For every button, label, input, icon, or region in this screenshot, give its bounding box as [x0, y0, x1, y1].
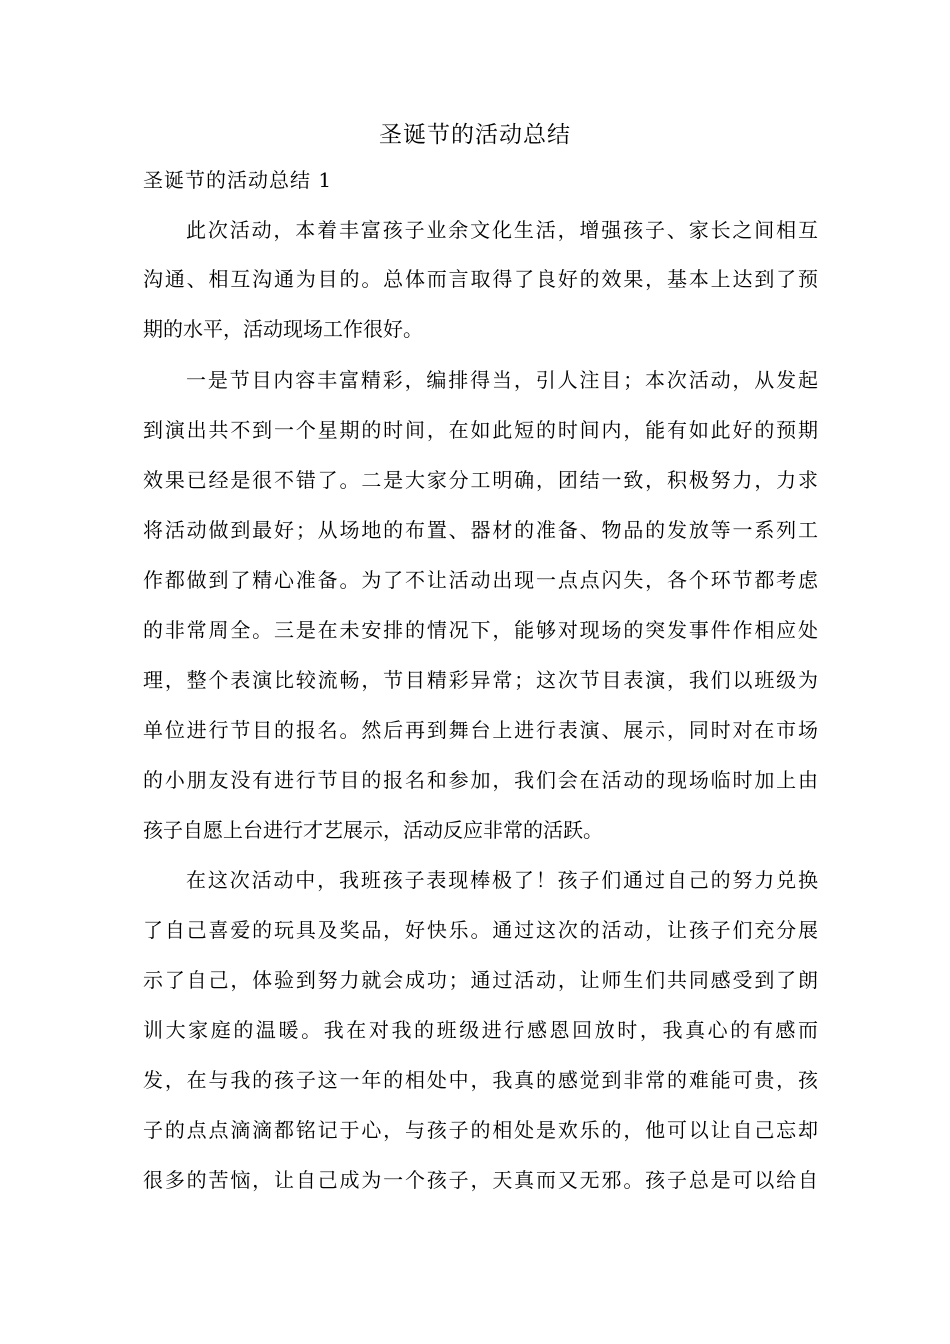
document-title: 圣诞节的活动总结	[379, 122, 571, 148]
section-heading: 圣诞节的活动总结 1	[143, 168, 333, 192]
paragraph-line: 作都做到了精心准备。为了不让活动出现一点点闪失，各个环节都考虑	[143, 568, 818, 592]
paragraph-line: 单位进行节目的报名。然后再到舞台上进行表演、展示，同时对在市场	[143, 718, 818, 742]
paragraph-line: 期的水平，活动现场工作很好。	[143, 317, 423, 341]
paragraph-line: 了自己喜爱的玩具及奖品，好快乐。通过这次的活动，让孩子们充分展	[143, 918, 818, 942]
paragraph-line: 在这次活动中，我班孩子表现棒极了！孩子们通过自己的努力兑换	[186, 868, 818, 892]
paragraph-line: 训大家庭的温暖。我在对我的班级进行感恩回放时，我真心的有感而	[143, 1018, 818, 1042]
paragraph-line: 的小朋友没有进行节目的报名和参加，我们会在活动的现场临时加上由	[143, 768, 818, 792]
paragraph-line: 孩子自愿上台进行才艺展示，活动反应非常的活跃。	[143, 818, 603, 842]
paragraph-line: 此次活动，本着丰富孩子业余文化生活，增强孩子、家长之间相互	[186, 218, 818, 242]
paragraph-line: 一是节目内容丰富精彩，编排得当，引人注目；本次活动，从发起	[186, 368, 818, 392]
paragraph-line: 的非常周全。三是在未安排的情况下，能够对现场的突发事件作相应处	[143, 618, 818, 642]
paragraph-line: 沟通、相互沟通为目的。总体而言取得了良好的效果，基本上达到了预	[143, 267, 818, 291]
paragraph-line: 发，在与我的孩子这一年的相处中，我真的感觉到非常的难能可贵，孩	[143, 1068, 818, 1092]
paragraph-line: 示了自己，体验到努力就会成功；通过活动，让师生们共同感受到了朗	[143, 968, 818, 992]
paragraph-line: 到演出共不到一个星期的时间，在如此短的时间内，能有如此好的预期	[143, 418, 818, 442]
paragraph-line: 效果已经是很不错了。二是大家分工明确，团结一致，积极努力，力求	[143, 468, 818, 492]
paragraph-line: 子的点点滴滴都铭记于心，与孩子的相处是欢乐的，他可以让自己忘却	[143, 1118, 818, 1142]
paragraph-line: 理，整个表演比较流畅，节目精彩异常；这次节目表演，我们以班级为	[143, 668, 818, 692]
paragraph-line: 将活动做到最好；从场地的布置、器材的准备、物品的发放等一系列工	[143, 518, 818, 542]
paragraph-line: 很多的苦恼，让自己成为一个孩子，天真而又无邪。孩子总是可以给自	[143, 1168, 818, 1192]
